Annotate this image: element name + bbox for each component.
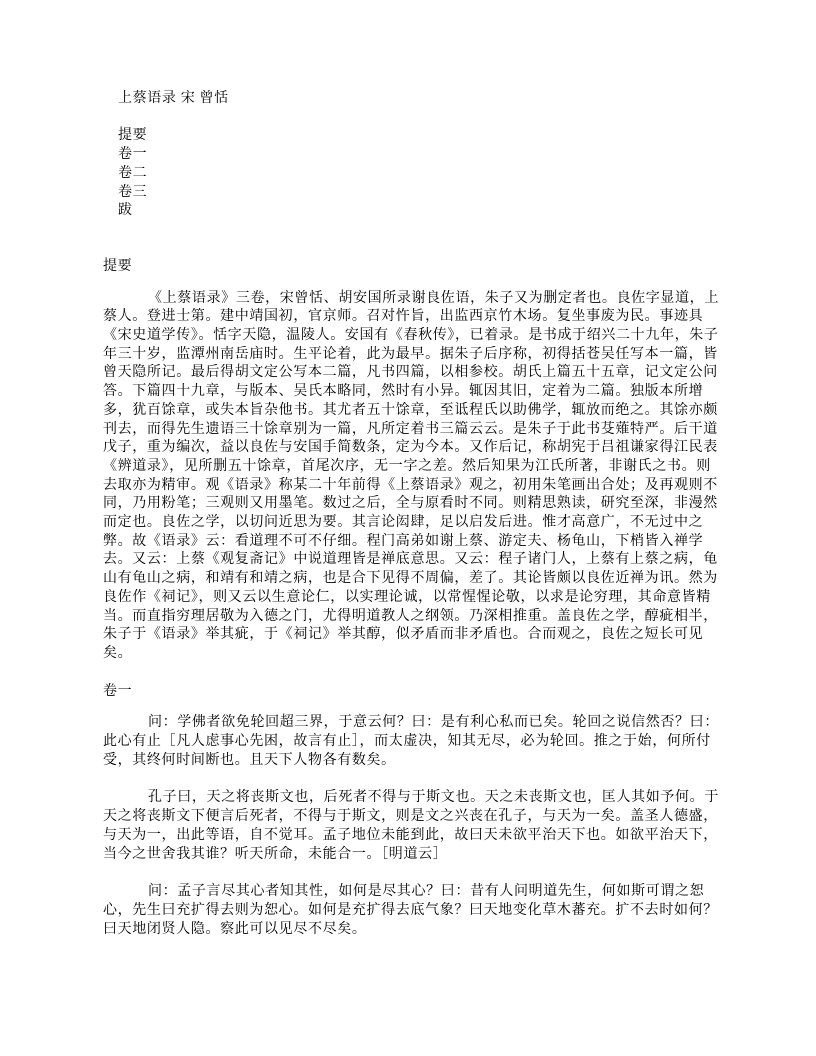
sections [103, 258, 719, 940]
document-page [103, 90, 719, 958]
section-heading: 提要 [103, 258, 133, 274]
section-heading: 卷一 [103, 683, 133, 699]
paragraph: 孔子曰，天之将丧斯文也，后死者不得与于斯文也。天之未丧斯文也，匡人其如予何。于天之将丧斯文下便言后死者，不得与于斯文，则是文之兴丧在孔子，与天为一矣。盖圣人德盛，与天为一，出此等语，自不觉耳。孟子地位未能到此，故曰天未欲平治天下也。如欲平治天下，当今之世舍我其谁？听天所命，未能合一。［明道云］ [103, 790, 719, 862]
table-of-contents [103, 127, 719, 221]
toc-item: 跋 [118, 203, 133, 219]
toc-item: 卷二 [118, 165, 148, 181]
paragraph: 问：学佛者欲免轮回超三界，于意云何？曰：是有利心私而已矣。轮回之说信然否？曰：此心有止［凡人虑事心先困，故言有止］，而太虚决，知其无尽，必为轮回。推之于始，何所付受，其终何时间断也。且天下人物各有数矣。 [103, 715, 719, 768]
paragraph: 问：孟子言尽其心者知其性，如何是尽其心？曰：昔有人问明道先生，何如斯可谓之恕心，先生曰充扩得去则为恕心。如何是充扩得去底气象？曰天地变化草木蕃充。扩不去时如何？曰天地闭贤人隐。察此可以见尽不尽矣。 [103, 884, 718, 937]
section [103, 258, 719, 664]
section [103, 683, 719, 940]
toc-item: 卷一 [118, 147, 148, 163]
toc-item: 卷三 [118, 184, 148, 200]
paragraph: 《上蔡语录》三卷，宋曾恬、胡安国所录谢良佐语，朱子又为删定者也。良佐字显道，上蔡人。登进士第。建中靖国初，官京师。召对忤旨，出监西京竹木场。复坐事废为民。事迹具《宋史道学传》。恬字天隐，温陵人。安国有《春秋传》，已着录。是书成于绍兴二十九年，朱子年三十岁，监潭州南岳庙时。生平论着，此为最早。据朱子后序称，初得括苍吴任写本一篇，皆曾天隐所记。最后得胡文定公写本二篇，凡书四篇，以相参校。胡氏上篇五十五章，记文定公问答。下篇四十九章，与版本、吴氏本略同，然时有小异。辄因其旧，定着为二篇。独版本所增多，犹百馀章，或失本旨杂他书。其尤者五十馀章，至诋程氏以助佛学，辄放而绝之。其馀亦颇刊去，而得先生遗语三十馀章别为一篇，凡所定着书三篇云云。是朱子于此书芟薙特严。后干道戊子，重为编次，益以良佐与安国手简数条，定为今本。又作后记，称胡宪于吕祖谦家得江民表《辨道录》，见所删五十馀章，首尾次序，无一字之差。然后知果为江氏所著，非谢氏之书。则去取亦为精审。观《语录》称某二十年前得《上蔡语录》观之，初用朱笔画出合处；及再观则不同，乃用粉笔；三观则又用墨笔。数过之后，全与原看时不同。则精思熟读，研究至深，非漫然而定也。良佐之学，以切问近思为要。其言论闳肆，足以启发后进。惟才高意广，不无过中之弊。故《语录》云：看道理不可不仔细。程门高弟如谢上蔡、游定夫、杨龟山，下梢皆入禅学去。又云：上蔡《观复斋记》中说道理皆是禅底意思。又云：程子诸门人，上蔡有上蔡之病，龟山有龟山之病，和靖有和靖之病，也是合下见得不周偏，差了。其论皆颇以良佐近禅为讯。然为良佐作《祠记》，则又云以生意论仁，以实理论诚，以常惺惺论敬，以求是论穷理，其命意皆精当。而直指穷理居敬为入德之门，尤得明道教人之纲领。乃深相推重。盖良佐之学，醇疵相半，朱子于《语录》举其疵，于《祠记》举其醇，似矛盾而非矛盾也。合而观之，良佐之短长可见矣。 [103, 290, 719, 661]
document-title: 上蔡语录 宋 曾恬 [118, 91, 229, 106]
toc-item: 提要 [118, 128, 148, 144]
